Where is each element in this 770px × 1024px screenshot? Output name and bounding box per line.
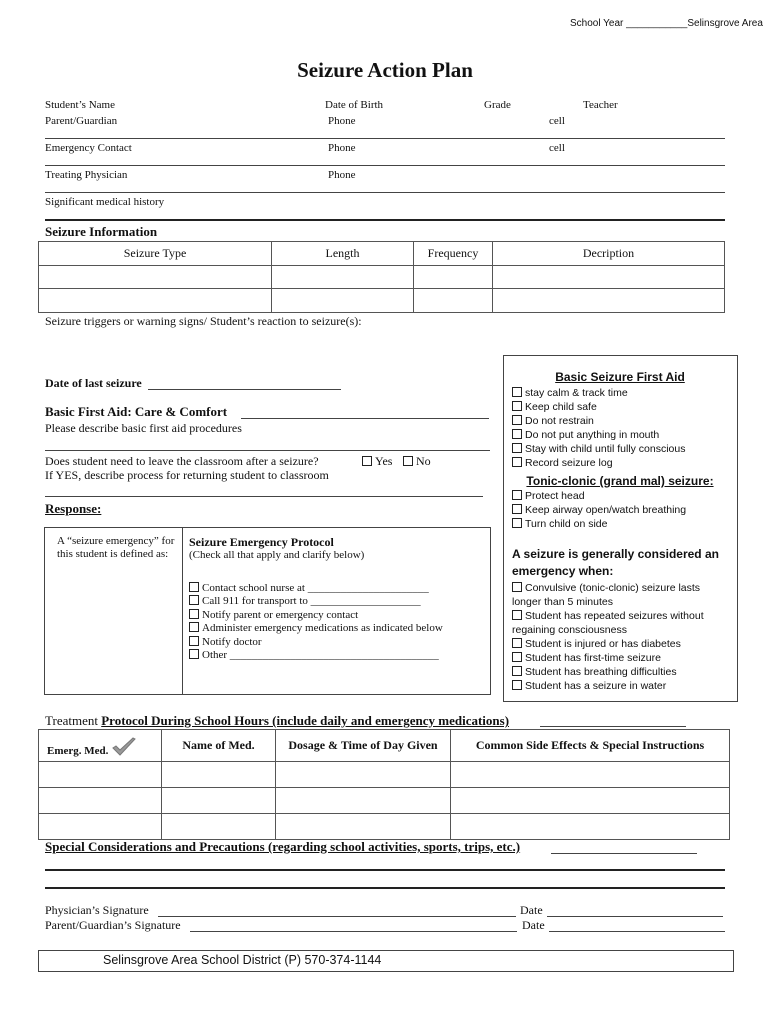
- table-cell[interactable]: [276, 814, 451, 840]
- list-item-label: Turn child on side: [525, 518, 608, 530]
- checkbox-icon: [512, 582, 522, 592]
- list-item-label: Keep child safe: [525, 401, 597, 413]
- col-seizure-type: Seizure Type: [39, 242, 272, 266]
- first-aid-describe: Please describe basic first aid procedures: [45, 421, 242, 435]
- divider: [45, 138, 725, 139]
- table-cell[interactable]: [451, 814, 730, 840]
- last-seizure-label: Date of last seizure: [45, 376, 142, 390]
- list-item: [512, 651, 732, 665]
- list-item-label: Protect head: [525, 490, 585, 502]
- list-item: [512, 489, 686, 503]
- col-length: Length: [272, 242, 414, 266]
- protocol-item-label: Other ______________________________________: [202, 649, 439, 662]
- no-checkbox[interactable]: [403, 454, 431, 469]
- teacher-label: Teacher: [583, 99, 618, 111]
- list-item-label: Do not put anything in mouth: [525, 429, 660, 441]
- response-heading: Response:: [45, 501, 102, 516]
- parent-signature-line[interactable]: [190, 931, 517, 932]
- physician-date-line[interactable]: [547, 916, 723, 917]
- medication-table: [38, 729, 730, 840]
- list-item-label: Student has repeated seizures without regaining consciousness: [512, 610, 704, 636]
- checkbox-icon: [362, 456, 372, 466]
- table-cell[interactable]: [493, 289, 725, 313]
- protocol-item-label: Administer emergency medications as indicated below: [202, 622, 443, 635]
- medical-history-label: Significant medical history: [45, 196, 165, 208]
- physician-signature-line[interactable]: [158, 916, 516, 917]
- physician-label: Treating Physician: [45, 169, 128, 181]
- protocol-title: Seizure Emergency Protocol: [189, 535, 334, 549]
- col-emerg-med-label: Emerg. Med.: [47, 745, 109, 757]
- list-item-label: Record seizure log: [525, 457, 613, 469]
- parent-signature-label: Parent/Guardian’s Signature: [45, 918, 181, 932]
- treatment-heading-plain: Treatment: [45, 713, 98, 728]
- checkbox-icon: [512, 652, 522, 662]
- table-cell[interactable]: [39, 762, 162, 788]
- emergency-contact-label: Emergency Contact: [45, 142, 132, 154]
- table-cell[interactable]: [162, 814, 276, 840]
- yes-checkbox[interactable]: [362, 454, 392, 469]
- checkbox-icon: [512, 610, 522, 620]
- table-cell[interactable]: [414, 266, 493, 289]
- list-item: [512, 609, 732, 637]
- school-year-line: School Year ___________Selinsgrove Area: [570, 18, 763, 29]
- protocol-subtitle: (Check all that apply and clarify below): [189, 549, 365, 561]
- col-description: Decription: [493, 242, 725, 266]
- checkbox-icon: [512, 666, 522, 676]
- list-item: [512, 581, 732, 609]
- protocol-list: [189, 582, 443, 662]
- sidebar-title: Basic Seizure First Aid: [555, 370, 685, 384]
- protocol-item-notify-parent[interactable]: [189, 609, 443, 622]
- protocol-item-administer-meds[interactable]: [189, 622, 443, 635]
- table-cell[interactable]: [39, 289, 272, 313]
- treatment-heading: [45, 713, 509, 729]
- list-item-label: Student is injured or has diabetes: [525, 638, 681, 650]
- physician-phone-label: Phone: [328, 169, 356, 181]
- protocol-item-label: Notify doctor: [202, 635, 262, 648]
- protocol-item-label: Contact school nurse at ______________________: [202, 582, 429, 594]
- first-aid-line[interactable]: [45, 450, 490, 451]
- table-cell[interactable]: [451, 788, 730, 814]
- list-item: [512, 428, 686, 442]
- checkbox-icon: [512, 401, 522, 411]
- seizure-info-heading: Seizure Information: [45, 224, 158, 239]
- list-item-label: Do not restrain: [525, 415, 594, 427]
- list-item: [512, 679, 732, 693]
- col-dosage: Dosage & Time of Day Given: [276, 730, 451, 762]
- checkbox-icon: [512, 680, 522, 690]
- divider: [182, 527, 183, 694]
- special-considerations-heading: Special Considerations and Precautions (regarding school activities, sports, trips, etc.): [45, 839, 521, 854]
- list-item: [512, 400, 686, 414]
- list-item-label: Convulsive (tonic-clonic) seizure lasts longer than 5 minutes: [512, 582, 701, 608]
- table-cell[interactable]: [39, 788, 162, 814]
- grade-label: Grade: [484, 99, 511, 111]
- checkbox-icon: [512, 490, 522, 500]
- checkbox-icon: [189, 609, 199, 619]
- checkbox-icon: [512, 457, 522, 467]
- protocol-item-other[interactable]: [189, 649, 443, 662]
- dob-label: Date of Birth: [325, 99, 384, 111]
- seizure-info-table: [38, 241, 725, 313]
- protocol-item-911[interactable]: [189, 595, 443, 608]
- table-cell[interactable]: [272, 289, 414, 313]
- list-item: [512, 637, 732, 651]
- page-title: Seizure Action Plan: [297, 58, 473, 82]
- footer-text: Selinsgrove Area School District (P) 570-374-1144: [103, 953, 382, 967]
- table-cell[interactable]: [451, 762, 730, 788]
- yes-label: Yes: [375, 454, 393, 468]
- parent-label: Parent/Guardian: [45, 115, 118, 127]
- table-cell[interactable]: [39, 266, 272, 289]
- checkbox-icon: [189, 649, 199, 659]
- protocol-item-label: Notify parent or emergency contact: [202, 608, 359, 621]
- emergency-when-list: [512, 581, 732, 693]
- list-item: [512, 442, 686, 456]
- table-cell[interactable]: [276, 762, 451, 788]
- emergency-when-title: A seizure is generally considered an emergency when:: [512, 547, 719, 578]
- table-cell[interactable]: [493, 266, 725, 289]
- special-line[interactable]: [45, 887, 725, 889]
- return-line[interactable]: [45, 496, 483, 497]
- protocol-item-label: Call 911 for transport to ____________________: [202, 595, 421, 608]
- table-cell[interactable]: [276, 788, 451, 814]
- col-med-name: Name of Med.: [162, 730, 276, 762]
- parent-phone-label: Phone: [328, 115, 356, 127]
- last-seizure-line[interactable]: [148, 389, 341, 390]
- list-item: [512, 503, 686, 517]
- checkbox-icon: [512, 504, 522, 514]
- checkbox-icon: [512, 638, 522, 648]
- list-item: [512, 456, 686, 470]
- tonic-clonic-title: Tonic-clonic (grand mal) seizure:: [526, 474, 714, 488]
- checkbox-icon: [403, 456, 413, 466]
- protocol-item-nurse[interactable]: [189, 582, 443, 595]
- checkbox-icon: [189, 636, 199, 646]
- table-cell[interactable]: [272, 266, 414, 289]
- checkbox-icon: [512, 415, 522, 425]
- checkbox-icon: [512, 518, 522, 528]
- special-line[interactable]: [45, 869, 725, 871]
- divider: [45, 165, 725, 166]
- emergency-cell-label: cell: [549, 142, 565, 154]
- table-cell[interactable]: [39, 814, 162, 840]
- list-item: [512, 414, 686, 428]
- list-item: [512, 386, 686, 400]
- emergency-definition: A “seizure emergency” for this student is defined as:: [57, 535, 175, 560]
- checkbox-icon: [189, 622, 199, 632]
- checkbox-icon: [189, 595, 199, 605]
- sidebar-list: [512, 386, 686, 470]
- parent-date-label: Date: [522, 918, 545, 932]
- checkbox-icon: [189, 582, 199, 592]
- special-line: [551, 853, 697, 854]
- leave-classroom-question: Does student need to leave the classroom after a seizure?: [45, 454, 319, 468]
- basic-first-aid-heading: Basic First Aid: Care & Comfort: [45, 404, 228, 419]
- list-item-label: stay calm & track time: [525, 387, 628, 399]
- list-item-label: Student has a seizure in water: [525, 680, 667, 692]
- list-item: [512, 517, 686, 531]
- col-emerg-med: [39, 730, 162, 762]
- divider: [45, 192, 725, 193]
- physician-date-label: Date: [520, 903, 543, 917]
- list-item-label: Student has first-time seizure: [525, 652, 661, 664]
- if-yes-label: If YES, describe process for returning student to classroom: [45, 468, 329, 482]
- treatment-line: [540, 726, 686, 727]
- checkmark-icon: [111, 737, 137, 757]
- table-cell[interactable]: [162, 762, 276, 788]
- list-item-label: Keep airway open/watch breathing: [525, 504, 687, 516]
- table-cell[interactable]: [162, 788, 276, 814]
- first-aid-line[interactable]: [241, 418, 489, 419]
- col-side-effects: Common Side Effects & Special Instructions: [451, 730, 730, 762]
- checkbox-icon: [512, 443, 522, 453]
- physician-signature-label: Physician’s Signature: [45, 903, 149, 917]
- tonic-clonic-list: [512, 489, 686, 531]
- parent-date-line[interactable]: [549, 931, 725, 932]
- no-label: No: [416, 454, 431, 468]
- col-frequency: Frequency: [414, 242, 493, 266]
- table-cell[interactable]: [414, 289, 493, 313]
- list-item-label: Stay with child until fully conscious: [525, 443, 686, 455]
- divider: [45, 219, 725, 221]
- treatment-heading-bold: Protocol During School Hours (include daily and emergency medications): [101, 713, 510, 728]
- triggers-label: Seizure triggers or warning signs/ Student’s reaction to seizure(s):: [45, 314, 362, 328]
- list-item-label: Student has breathing difficulties: [525, 666, 677, 678]
- parent-cell-label: cell: [549, 115, 565, 127]
- list-item: [512, 665, 732, 679]
- emergency-phone-label: Phone: [328, 142, 356, 154]
- student-name-label: Student’s Name: [45, 99, 115, 111]
- protocol-item-notify-doctor[interactable]: [189, 636, 443, 649]
- checkbox-icon: [512, 387, 522, 397]
- checkbox-icon: [512, 429, 522, 439]
